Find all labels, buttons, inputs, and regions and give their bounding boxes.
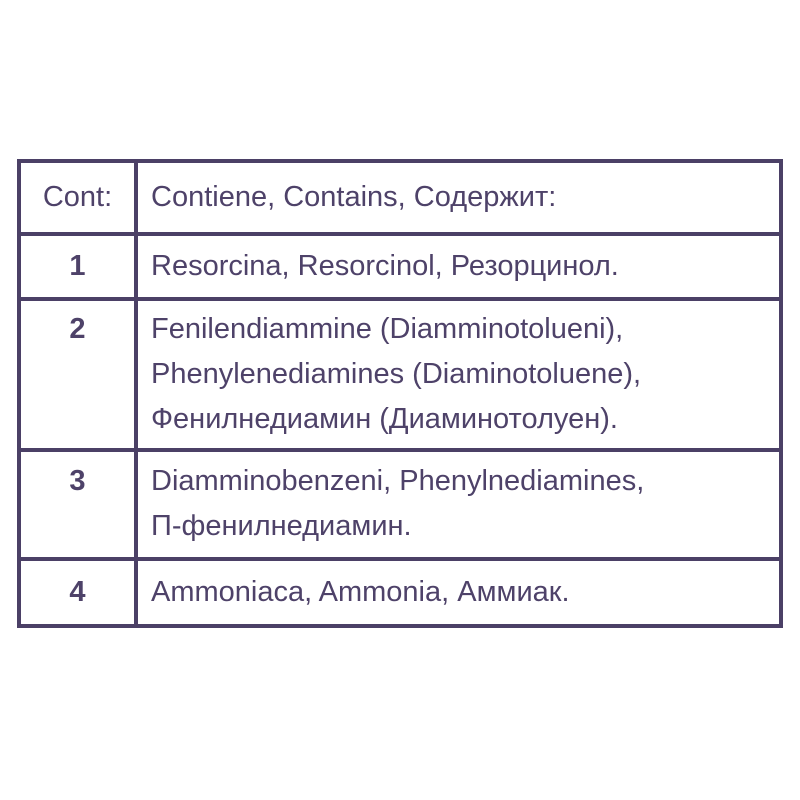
row-2-number: 2 [69, 313, 86, 345]
row-3-number: 3 [69, 465, 86, 497]
row-1-content-cell [138, 236, 779, 297]
row-2-number-cell [21, 301, 138, 448]
header-label-cell [21, 163, 138, 232]
row-4-content-cell [138, 561, 779, 624]
row-2-content-cell [138, 301, 779, 448]
row-1-content-line: Resorcina, Resorcinol, Резорцинол. [151, 250, 619, 282]
row-4-number-cell [21, 561, 138, 624]
header-content-cell [138, 163, 779, 232]
row-3-content-line: П-фенилнедиамин. [151, 510, 412, 542]
row-2-content-line: Фенилнедиамин (Диаминотолуен). [151, 403, 618, 435]
row-2-content-line: Phenylenediamines (Diaminotoluene), [151, 358, 642, 390]
row-4-number: 4 [69, 576, 86, 608]
row-4-content-line: Ammoniaca, Ammonia, Аммиак. [151, 576, 570, 608]
row-3-number-cell [21, 452, 138, 557]
header-label: Cont: [42, 181, 113, 213]
table-row-2 [21, 297, 779, 448]
row-1-number-cell [21, 236, 138, 297]
row-2-content-line: Fenilendiammine (Diamminotolueni), [151, 313, 624, 345]
table-row-3 [21, 448, 779, 557]
table-row-header [21, 163, 779, 232]
row-3-content-cell [138, 452, 779, 557]
table-row-4 [21, 557, 779, 624]
header-content-line: Contiene, Contains, Содержит: [151, 181, 557, 213]
row-3-content-line: Diamminobenzeni, Phenylnediamines, [151, 465, 645, 497]
table-row-1 [21, 232, 779, 297]
ingredients-table [17, 159, 783, 628]
row-1-number: 1 [69, 250, 86, 282]
